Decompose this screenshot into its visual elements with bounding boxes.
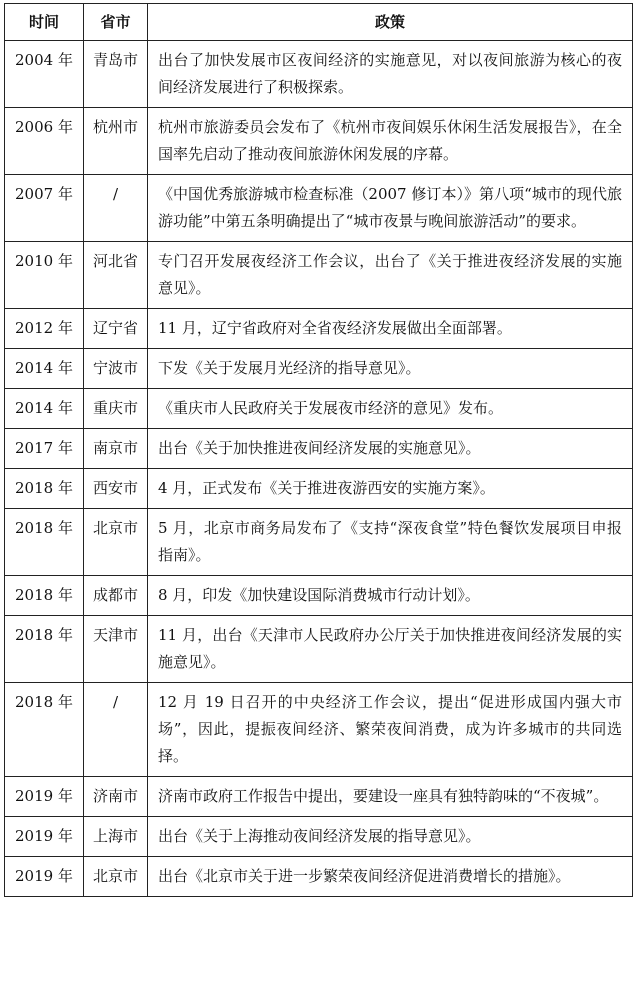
table-row: [5, 576, 633, 616]
policy-cell: 出台《关于加快推进夜间经济发展的实施意见》。: [148, 429, 633, 469]
policy-cell: 《中国优秀旅游城市检查标准（2007 修订本）》第八项“城市的现代旅游功能”中第五条明确提出了“城市夜景与晚间旅游活动”的要求。: [148, 175, 633, 242]
table-row: [5, 175, 633, 242]
policy-cell: 《重庆市人民政府关于发展夜市经济的意见》发布。: [148, 389, 633, 429]
table-row: [5, 429, 633, 469]
table-body: [5, 41, 633, 897]
year-cell: 2006 年: [5, 108, 84, 175]
table-row: [5, 616, 633, 683]
place-cell: 天津市: [84, 616, 148, 683]
year-cell: 2019 年: [5, 817, 84, 857]
policy-cell: 专门召开发展夜经济工作会议，出台了《关于推进夜经济发展的实施意见》。: [148, 242, 633, 309]
table-row: [5, 683, 633, 777]
place-cell: 北京市: [84, 509, 148, 576]
year-cell: 2017 年: [5, 429, 84, 469]
policy-cell: 12 月 19 日召开的中央经济工作会议，提出“促进形成国内强大市场”，因此，提振夜间经济、繁荣夜间消费，成为许多城市的共同选择。: [148, 683, 633, 777]
policy-table-wrapper: [4, 3, 632, 897]
place-cell: 成都市: [84, 576, 148, 616]
table-row: [5, 857, 633, 897]
place-cell: 青岛市: [84, 41, 148, 108]
place-cell: 宁波市: [84, 349, 148, 389]
year-cell: 2018 年: [5, 509, 84, 576]
table-header-row: [5, 4, 633, 41]
year-cell: 2018 年: [5, 683, 84, 777]
policy-cell: 济南市政府工作报告中提出，要建设一座具有独特韵味的“不夜城”。: [148, 777, 633, 817]
table-row: [5, 389, 633, 429]
policy-cell: 杭州市旅游委员会发布了《杭州市夜间娱乐休闲生活发展报告》，在全国率先启动了推动夜间旅游休闲发展的序幕。: [148, 108, 633, 175]
night-economy-policy-table: [4, 3, 633, 897]
year-cell: 2018 年: [5, 616, 84, 683]
year-cell: 2019 年: [5, 777, 84, 817]
policy-cell: 4 月，正式发布《关于推进夜游西安的实施方案》。: [148, 469, 633, 509]
policy-cell: 5 月，北京市商务局发布了《支持“深夜食堂”特色餐饮发展项目申报指南》。: [148, 509, 633, 576]
place-cell: 河北省: [84, 242, 148, 309]
year-cell: 2004 年: [5, 41, 84, 108]
table-row: [5, 242, 633, 309]
table-row: [5, 817, 633, 857]
table-row: [5, 509, 633, 576]
place-cell: 杭州市: [84, 108, 148, 175]
header-policy: 政策: [148, 4, 633, 41]
policy-cell: 11 月，出台《天津市人民政府办公厅关于加快推进夜间经济发展的实施意见》。: [148, 616, 633, 683]
table-row: [5, 309, 633, 349]
year-cell: 2012 年: [5, 309, 84, 349]
table-row: [5, 41, 633, 108]
year-cell: 2014 年: [5, 349, 84, 389]
year-cell: 2010 年: [5, 242, 84, 309]
year-cell: 2018 年: [5, 576, 84, 616]
year-cell: 2019 年: [5, 857, 84, 897]
place-cell: 南京市: [84, 429, 148, 469]
place-cell: 北京市: [84, 857, 148, 897]
place-cell: 济南市: [84, 777, 148, 817]
policy-cell: 出台了加快发展市区夜间经济的实施意见，对以夜间旅游为核心的夜间经济发展进行了积极探索。: [148, 41, 633, 108]
header-time: 时间: [5, 4, 84, 41]
place-cell: 重庆市: [84, 389, 148, 429]
place-cell: 西安市: [84, 469, 148, 509]
table-row: [5, 469, 633, 509]
table-row: [5, 777, 633, 817]
place-cell: 上海市: [84, 817, 148, 857]
policy-cell: 8 月，印发《加快建设国际消费城市行动计划》。: [148, 576, 633, 616]
policy-cell: 出台《北京市关于进一步繁荣夜间经济促进消费增长的措施》。: [148, 857, 633, 897]
header-province: 省市: [84, 4, 148, 41]
policy-cell: 11 月，辽宁省政府对全省夜经济发展做出全面部署。: [148, 309, 633, 349]
year-cell: 2014 年: [5, 389, 84, 429]
policy-cell: 出台《关于上海推动夜间经济发展的指导意见》。: [148, 817, 633, 857]
year-cell: 2018 年: [5, 469, 84, 509]
year-cell: 2007 年: [5, 175, 84, 242]
place-cell: 辽宁省: [84, 309, 148, 349]
place-cell: /: [84, 683, 148, 777]
place-cell: /: [84, 175, 148, 242]
policy-cell: 下发《关于发展月光经济的指导意见》。: [148, 349, 633, 389]
table-row: [5, 108, 633, 175]
table-row: [5, 349, 633, 389]
